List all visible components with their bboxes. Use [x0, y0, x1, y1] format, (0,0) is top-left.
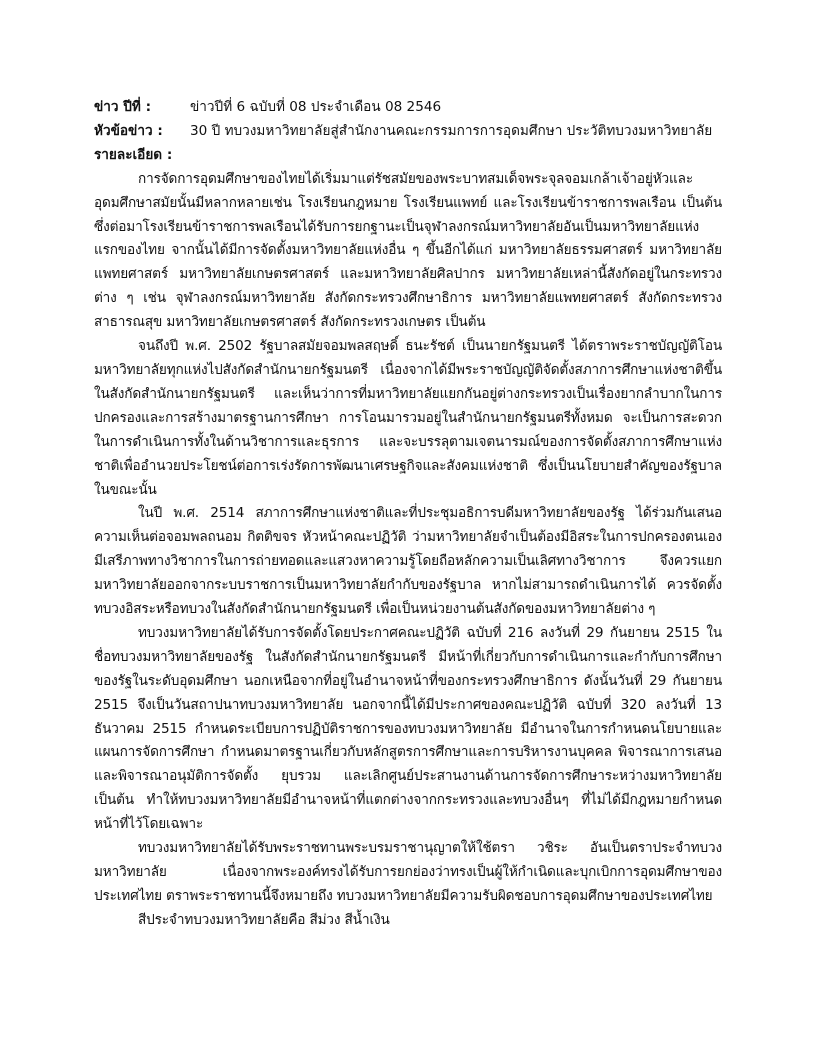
topic-value: 30 ปี ทบวงมหาวิทยาลัยสู่สำนักงานคณะกรรมการการอุดมศึกษา ประวัติทบวงมหาวิทยาลัย: [190, 122, 713, 139]
paragraph-establishment: ทบวงมหาวิทยาลัยได้รับการจัดตั้งโดยประกาศคณะปฏิวัติ ฉบับที่ 216 ลงวันที่ 29 กันยายน 2515 ในชื่อทบวงมหาวิทยาลัยของรัฐ ในสังกัดสำนักนายกรัฐมนตรี มีหน้าที่เกี่ยวกับการดำเนินการและกำกับการศึกษาของรัฐในระดับอุดมศึกษา นอกเหนือจากที่อยู่ในอำนาจหน้าที่ของกระทรวงศึกษาธิการ ดังนั้นวันที่ 29 กันยายน 2515 จึงเป็นวันสถาปนาทบวงมหาวิทยาลัย นอกจากนี้ได้มีประกาศของคณะปฏิวัติ ฉบับที่ 320 ลงวันที่ 13 ธันวาคม 2515 กำหนดระเบียบการปฏิบัติราชการของทบวงมหาวิทยาลัย มีอำนาจในการกำหนดนโยบายและแผนการจัดการศึกษา กำหนดมาตรฐานเกี่ยวกับหลักสูตรการศึกษาและการบริหารงานบุคคล พิจารณาการเสนอและพิจารณาอนุมัติการจัดตั้ง ยุบรวม และเลิกศูนย์ประสานงานด้านการจัดการศึกษาระหว่างมหาวิทยาลัย เป็นต้น ทำให้ทบวงมหาวิทยาลัยมีอำนาจหน้าที่แตกต่างจากกระทรวงและทบวงอื่นๆ ที่ไม่ได้มีกฎหมายกำหนดหน้าที่ไว้โดยเฉพาะ: [94, 624, 722, 833]
paragraph-emblem: ทบวงมหาวิทยาลัยได้รับพระราชทานพระบรมราชานุญาตให้ใช้ตรา วชิระ อันเป็นตราประจำทบวงมหาวิทยาลัย เนื่องจากพระองค์ทรงได้รับการยกย่องว่าทรงเป็นผู้ให้กำเนิดและบุกเบิกการอุดมศึกษาของประเทศไทย ตราพระราชทานนี้จึงหมายถึง ทบวงมหาวิทยาลัยมีความรับผิดชอบการอุดมศึกษาของประเทศไทย: [94, 840, 722, 904]
paragraph-colors: สีประจำทบวงมหาวิทยาลัยคือ สีม่วง สีน้ำเงิน: [138, 911, 390, 928]
paragraph-2502: จนถึงปี พ.ศ. 2502 รัฐบาลสมัยจอมพลสฤษดิ์ ธนะรัชต์ เป็นนายกรัฐมนตรี ได้ตราพระราชบัญญัติโอนมหาวิทยาลัยทุกแห่งไปสังกัดสำนักนายกรัฐมนตรี เนื่องจากได้มีพระราชบัญญัติจัดตั้งสภาการศึกษาแห่งชาติขึ้นในสังกัดสำนักนายกรัฐมนตรี และเห็นว่าการที่มหาวิทยาลัยแยกกันอยู่ต่างกระทรวงเป็นเรื่องยากลำบากในการปกครองและการสร้างมาตรฐานการศึกษา การโอนมารวมอยู่ในสำนักนายกรัฐมนตรีทั้งหมด จะเป็นการสะดวกในการดำเนินการทั้งในด้านวิชาการและธุรการ และจะบรรลุตามเจตนารมณ์ของการจัดตั้งสภาการศึกษาแห่งชาติเพื่ออำนวยประโยชน์ต่อการเร่งรัดการพัฒนาเศรษฐกิจและสังคมแห่งชาติ ซึ่งเป็นนโยบายสำคัญของรัฐบาลในขณะนั้น: [94, 338, 722, 498]
issue-row: [94, 96, 722, 120]
issue-label: ข่าว ปีที่ :: [94, 99, 152, 115]
paragraph-history: การจัดการอุดมศึกษาของไทยได้เริ่มมาแต่รัชสมัยของพระบาทสมเด็จพระจุลจอมเกล้าเจ้าอยู่หัวและอุดมศึกษาสมัยนั้นมีหลากหลายเช่น โรงเรียนกฎหมาย โรงเรียนแพทย์ และโรงเรียนข้าราชการพลเรือน เป็นต้น ซึ่งต่อมาโรงเรียนข้าราชการพลเรือนได้รับการยกฐานะเป็นจุฬาลงกรณ์มหาวิทยาลัยอันเป็นมหาวิทยาลัยแห่งแรกของไทย จากนั้นได้มีการจัดตั้งมหาวิทยาลัยแห่งอื่น ๆ ขึ้นอีกได้แก่ มหาวิทยาลัยธรรมศาสตร์ มหาวิทยาลัยแพทยศาสตร์ มหาวิทยาลัยเกษตรศาสตร์ และมหาวิทยาลัยศิลปากร มหาวิทยาลัยเหล่านี้สังกัดอยู่ในกระทรวงต่าง ๆ เช่น จุฬาลงกรณ์มหาวิทยาลัย สังกัดกระทรวงศึกษาธิการ มหาวิทยาลัยแพทยศาสตร์ สังกัดกระทรวงสาธารณสุข มหาวิทยาลัยเกษตรศาสตร์ สังกัดกระทรวงเกษตร เป็นต้น: [94, 170, 722, 331]
detail-label: รายละเอียด :: [94, 146, 173, 163]
topic-row: [94, 120, 722, 144]
news-document: [94, 96, 722, 933]
paragraph-2514: ในปี พ.ศ. 2514 สภาการศึกษาแห่งชาติและที่ประชุมอธิการบดีมหาวิทยาลัยของรัฐ ได้ร่วมกันเสนอความเห็นต่อจอมพลถนอม กิตติขจร หัวหน้าคณะปฏิวัติ ว่ามหาวิทยาลัยจำเป็นต้องมีอิสระในการปกครองตนเอง มีเสรีภาพทางวิชาการในการถ่ายทอดและแสวงหาความรู้โดยถือหลักความเป็นเลิศทางวิชาการ จึงควรแยกมหาวิทยาลัยออกจากระบบราชการเป็นมหาวิทยาลัยกำกับของรัฐบาล หากไม่สามารถดำเนินการได้ ควรจัดตั้งทบวงอิสระหรือทบวงในสังกัดสำนักนายกรัฐมนตรี เพื่อเป็นหน่วยงานต้นสังกัดของมหาวิทยาลัยต่าง ๆ: [94, 505, 722, 618]
topic-label: หัวข้อข่าว :: [94, 122, 163, 139]
issue-value: ข่าวปีที่ 6 ฉบับที่ 08 ประจำเดือน 08 2546: [190, 99, 442, 115]
